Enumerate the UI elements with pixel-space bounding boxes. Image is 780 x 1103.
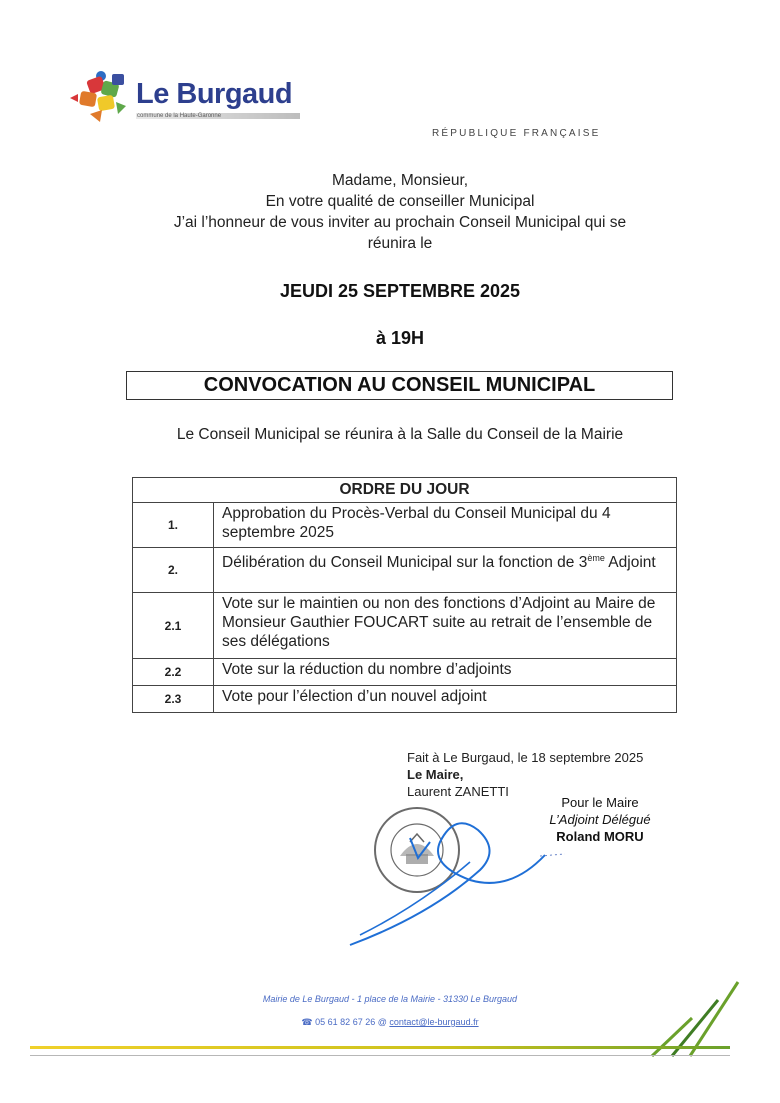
agenda-number: 2.1 (133, 593, 214, 659)
agenda-item: Vote sur la réduction du nombre d’adjoints (214, 659, 677, 686)
agenda-item-text: Adjoint (604, 554, 656, 572)
table-row (133, 548, 677, 593)
agenda-item-text: Délibération du Conseil Municipal sur la fonction de 3 (222, 554, 588, 572)
agenda-item: Approbation du Procès-Verbal du Conseil Municipal du 4 septembre 2025 (214, 503, 677, 548)
logo-name: Le Burgaud (136, 78, 293, 110)
phone-icon: ☎ (301, 1017, 313, 1027)
agenda-header: ORDRE DU JOUR (133, 478, 677, 503)
intro-line: réunira le (367, 235, 433, 252)
mayor-title: Le Maire, (407, 767, 464, 782)
meeting-date: JEUDI 25 SEPTEMBRE 2025 (279, 281, 521, 301)
commune-logo (66, 64, 306, 126)
signature-block (407, 749, 643, 800)
agenda-item: Vote sur le maintien ou non des fonctions d’Adjoint au Maire de Monsieur Gauthier FOUCART suite au retrait de l’ensemble de ses délégations (214, 593, 677, 659)
intro-line: En votre qualité de conseiller Municipal (265, 193, 535, 210)
agenda-number: 2.3 (133, 686, 214, 713)
meeting-time: à 19H (375, 328, 425, 348)
signature-place-date: Fait à Le Burgaud, le 18 septembre 2025 (407, 750, 644, 765)
agenda-item-superscript: ème (587, 553, 605, 563)
agenda-number: 2. (133, 548, 214, 593)
footer-phone: 05 61 82 67 26 (315, 1017, 376, 1027)
intro-text (100, 170, 700, 254)
meeting-location: Le Conseil Municipal se réunira à la Salle du Conseil de la Mairie (176, 426, 624, 443)
at-icon: @ (377, 1017, 387, 1027)
agenda-item: Vote pour l’élection d’un nouvel adjoint (214, 686, 677, 713)
logo-mark-icon (66, 64, 136, 126)
agenda-number: 2.2 (133, 659, 214, 686)
convocation-title: CONVOCATION AU CONSEIL MUNICIPAL (126, 371, 673, 400)
agenda-item (214, 548, 677, 593)
footer-contact (200, 1017, 580, 1028)
table-row (133, 659, 677, 686)
deputy-name: Roland MORU (556, 829, 644, 844)
table-row (133, 686, 677, 713)
table-row (133, 593, 677, 659)
deputy-block (530, 794, 670, 845)
logo-tagline: commune de la Haute-Garonne (137, 113, 222, 119)
mayor-name: Laurent ZANETTI (407, 784, 509, 799)
deputy-role: L’Adjoint Délégué (549, 812, 651, 827)
intro-greeting: Madame, Monsieur, (331, 172, 469, 189)
footer-divider-thin (30, 1055, 730, 1056)
mairie-stamp-icon (370, 804, 465, 896)
agenda-table (132, 477, 677, 713)
footer-address: Mairie de Le Burgaud - 1 place de la Mairie - 31330 Le Burgaud (262, 994, 518, 1004)
footer-email-link[interactable]: contact@le-burgaud.fr (389, 1017, 479, 1027)
for-mayor-label: Pour le Maire (561, 795, 639, 810)
agenda-number: 1. (133, 503, 214, 548)
intro-line: J’ai l’honneur de vous inviter au prochain Conseil Municipal qui se (173, 214, 627, 231)
footer-divider (30, 1046, 730, 1049)
republic-label: RÉPUBLIQUE FRANÇAISE (432, 128, 601, 139)
table-row (133, 503, 677, 548)
